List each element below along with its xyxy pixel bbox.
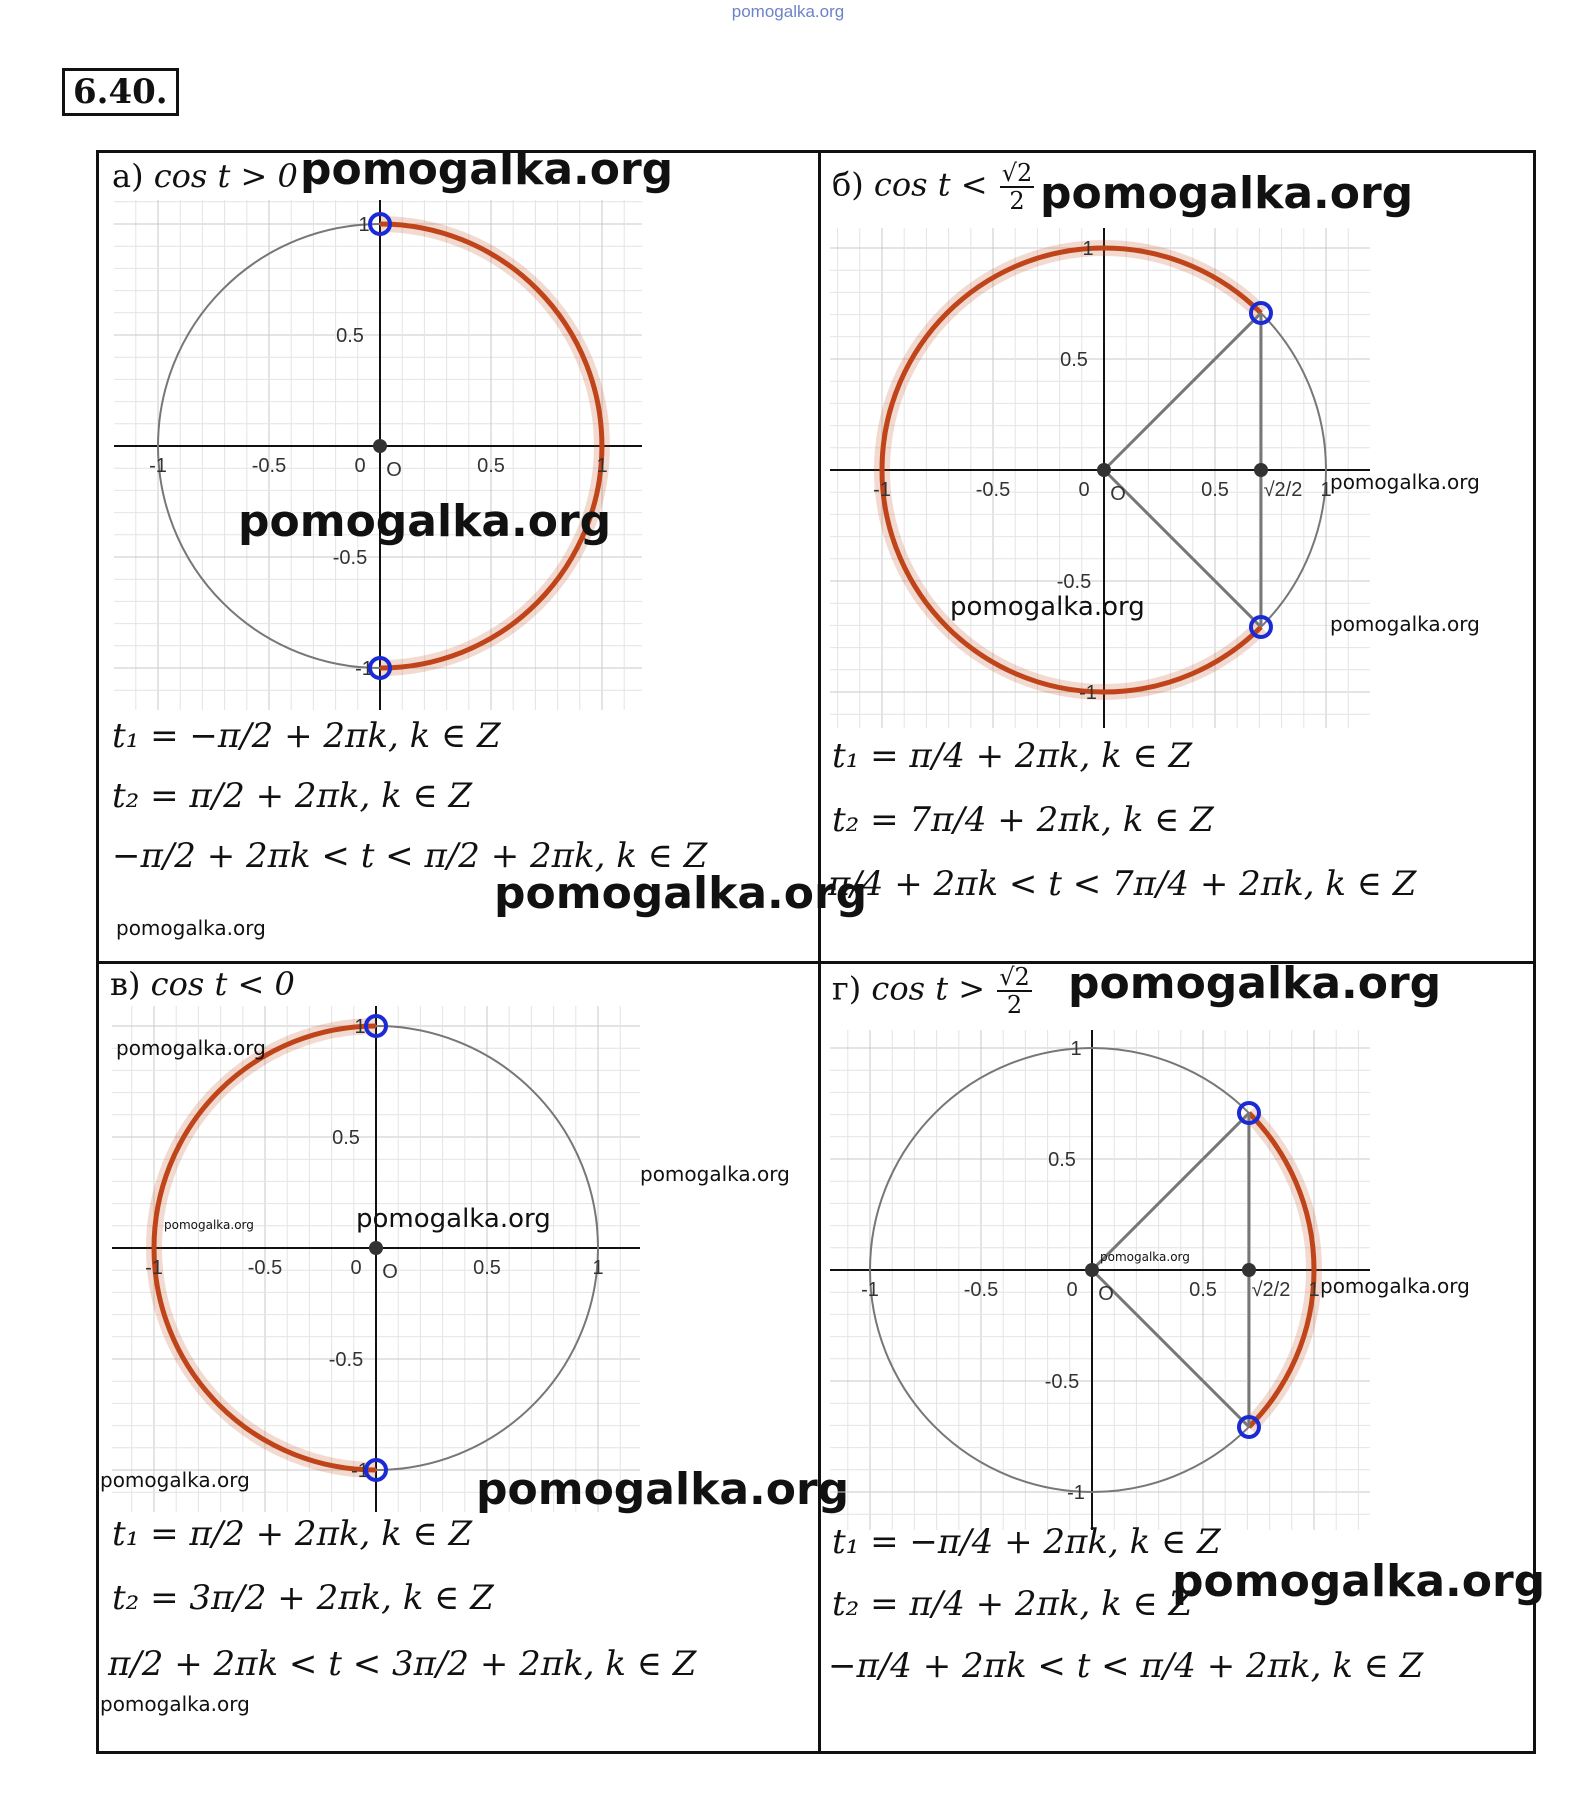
tick-label: -0.5	[975, 479, 1011, 501]
unit-circle-a	[114, 200, 642, 710]
tick-label: -0.5	[332, 547, 368, 569]
tick-label: 1	[354, 1016, 366, 1038]
tick-label: -1	[861, 1279, 879, 1301]
tick-label: 0	[350, 1257, 362, 1279]
projection-point	[1254, 463, 1268, 477]
watermark: pomogalka.org	[476, 1464, 850, 1515]
tick-label: 1	[592, 1257, 604, 1279]
tick-label: 1	[1320, 479, 1332, 501]
equation-c-1: t₁ = π/2 + 2πk, k ∈ Z	[112, 1514, 473, 1554]
quadrant-a-heading	[112, 156, 298, 196]
watermark: pomogalka.org	[1330, 470, 1480, 494]
equation-a-3: −π/2 + 2πk < t < π/2 + 2πk, k ∈ Z	[112, 836, 708, 876]
problem-number: 6.40.	[62, 68, 179, 116]
watermark: pomogalka.org	[356, 1204, 551, 1234]
equation-b-1: t₁ = π/4 + 2πk, k ∈ Z	[832, 736, 1193, 776]
origin-label: O	[1098, 1283, 1114, 1305]
heading-expr: cos t <	[873, 165, 988, 204]
origin-point	[373, 439, 387, 453]
tick-label: -0.5	[1056, 571, 1092, 593]
tick-label: 0.5	[336, 325, 364, 347]
tick-label: 0.5	[1201, 479, 1229, 501]
tick-label: 0	[1078, 479, 1090, 501]
watermark: pomogalka.org	[950, 592, 1145, 622]
tick-label: 1	[1308, 1279, 1320, 1301]
tick-label: 0.5	[1048, 1149, 1076, 1171]
tick-label: 1	[358, 214, 370, 236]
sqrt2-over-2-label: √2/2	[1251, 1279, 1291, 1301]
unit-circle-b	[830, 228, 1370, 728]
tick-label: -0.5	[328, 1349, 364, 1371]
heading-expr: cos t > 0	[153, 157, 298, 195]
equation-b-3: π/4 + 2πk < t < 7π/4 + 2πk, k ∈ Z	[828, 864, 1417, 904]
tick-label: -1	[149, 455, 167, 477]
heading-fraction: $\frac{√2}{2}$	[1001, 159, 1033, 215]
equation-a-2: t₂ = π/2 + 2πk, k ∈ Z	[112, 776, 473, 816]
origin-point	[1097, 463, 1111, 477]
watermark: pomogalka.org	[300, 144, 674, 195]
watermark: pomogalka.org	[100, 1468, 250, 1492]
tick-label: 0.5	[1060, 349, 1088, 371]
tick-label: 0	[354, 455, 366, 477]
tick-label: 0.5	[332, 1127, 360, 1149]
tick-label: 0.5	[473, 1257, 501, 1279]
heading-expr: cos t >	[871, 969, 986, 1008]
top-watermark: pomogalka.org	[731, 2, 845, 21]
tick-label: -1	[1067, 1482, 1085, 1504]
watermark: pomogalka.org	[116, 1036, 266, 1060]
projection-point	[1242, 1263, 1256, 1277]
heading-expr: cos t < 0	[150, 965, 295, 1003]
tick-label: -0.5	[1044, 1371, 1080, 1393]
tick-label: 1	[596, 455, 608, 477]
sqrt2-over-2-label: √2/2	[1263, 479, 1303, 501]
origin-point	[1085, 1263, 1099, 1277]
watermark: pomogalka.org	[1040, 168, 1414, 219]
watermark: pomogalka.org	[116, 916, 266, 940]
quadrant-d-heading	[832, 964, 1034, 1018]
watermark: pomogalka.org	[1068, 958, 1442, 1009]
watermark: pomogalka.org	[238, 496, 612, 547]
watermark: pomogalka.org	[640, 1162, 790, 1186]
tick-label: 1	[1070, 1038, 1082, 1060]
tick-label: -1	[355, 658, 373, 680]
tick-label: 0	[1066, 1279, 1078, 1301]
heading-fraction: $\frac{√2}{2}$	[999, 963, 1030, 1019]
tick-label: -1	[1079, 682, 1097, 704]
origin-label: O	[386, 459, 402, 481]
heading-label: в)	[110, 965, 141, 1003]
equation-c-3: π/2 + 2πk < t < 3π/2 + 2πk, k ∈ Z	[108, 1644, 697, 1684]
watermark: pomogalka.org	[1320, 1274, 1470, 1298]
origin-point	[369, 1241, 383, 1255]
watermark: pomogalka.org	[494, 868, 868, 919]
watermark: pomogalka.org	[1330, 612, 1480, 636]
tick-label: 1	[1082, 238, 1094, 260]
watermark: pomogalka.org	[164, 1218, 254, 1232]
watermark: pomogalka.org	[1172, 1556, 1546, 1607]
watermark: pomogalka.org	[1100, 1250, 1190, 1264]
origin-label: O	[382, 1261, 398, 1283]
watermark: pomogalka.org	[100, 1692, 250, 1716]
tick-label: -0.5	[251, 455, 287, 477]
equation-b-2: t₂ = 7π/4 + 2πk, k ∈ Z	[832, 800, 1214, 840]
equation-d-2: t₂ = π/4 + 2πk, k ∈ Z	[832, 1584, 1193, 1624]
quadrant-c-heading	[110, 964, 295, 1004]
tick-label: -0.5	[963, 1279, 999, 1301]
equation-a-1: t₁ = −π/2 + 2πk, k ∈ Z	[112, 716, 501, 756]
equation-c-2: t₂ = 3π/2 + 2πk, k ∈ Z	[112, 1578, 494, 1618]
heading-label: г)	[832, 969, 862, 1008]
tick-label: 0.5	[1189, 1279, 1217, 1301]
equation-d-1: t₁ = −π/4 + 2πk, k ∈ Z	[832, 1522, 1221, 1562]
equation-d-3: −π/4 + 2πk < t < π/4 + 2πk, k ∈ Z	[828, 1646, 1424, 1686]
tick-label: -1	[873, 479, 891, 501]
unit-circle-c	[112, 1006, 640, 1512]
unit-circle-d	[830, 1030, 1370, 1530]
heading-label: б)	[832, 165, 864, 204]
tick-label: -1	[145, 1257, 163, 1279]
quadrant-b-heading	[832, 160, 1036, 214]
origin-label: O	[1110, 483, 1126, 505]
tick-label: -1	[351, 1460, 369, 1482]
heading-label: а)	[112, 157, 144, 195]
tick-label: -0.5	[247, 1257, 283, 1279]
tick-label: 0.5	[477, 455, 505, 477]
